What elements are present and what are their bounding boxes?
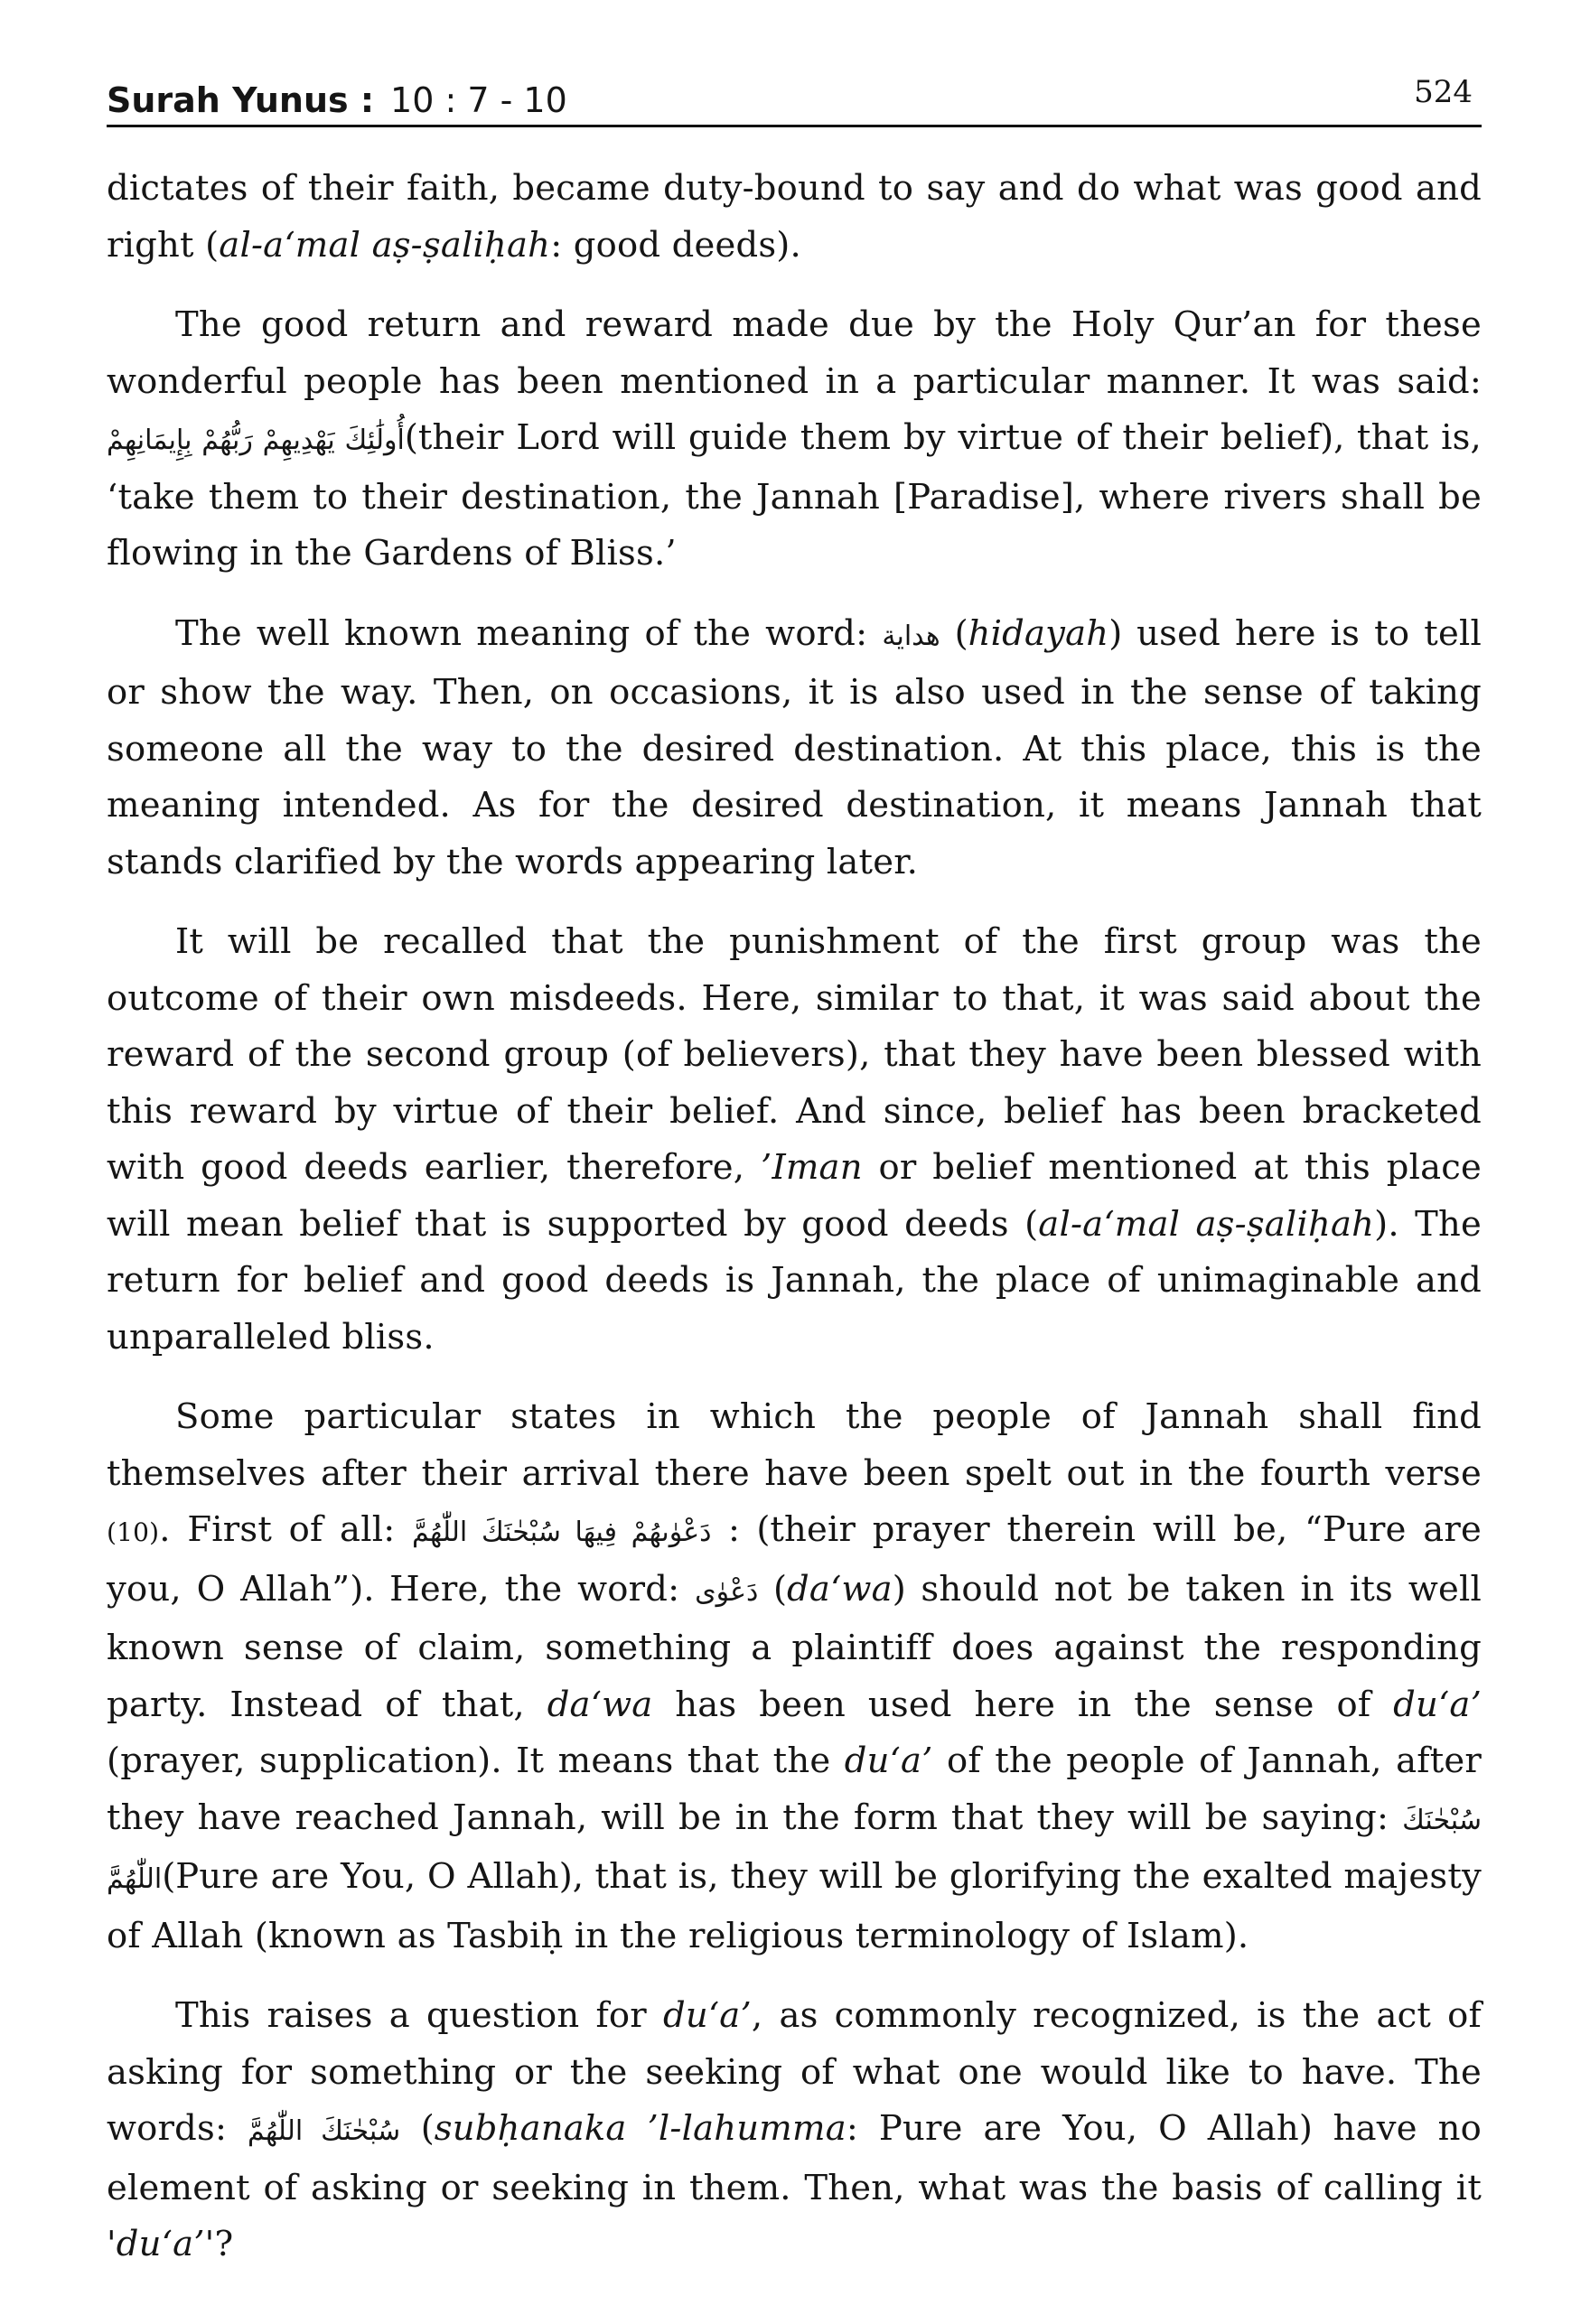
arabic-quote: سُبْحٰنَكَ اللّٰهُمَّ xyxy=(107,1804,1482,1895)
page-number: 524 xyxy=(1414,74,1473,110)
paragraph-3: The well known meaning of the word: هداية (hidayah) used here is to tell or show the way. Then, on occasions, it is also used in the sense of taking someone all the way to the desired destination. At this place, this is the meaning intended. As for the desired destination, it means Jannah that stands clarified by the words appearing later. xyxy=(107,612,1482,882)
header-rule xyxy=(107,125,1482,127)
arabic-word: هداية xyxy=(882,620,940,652)
arabic-quote: أُولَٰئِكَ يَهْدِيهِمْ رَبُّهُمْ بِإِيمَانِهِمْ xyxy=(107,425,405,456)
paragraph-6: This raises a question for du‘a’, as commonly recognized, is the act of asking for something or the seeking of what one would like to have. The words: سُبْحٰنَكَ اللّٰهُمَّ (subḥanaka ’l-lahumma: Pure are You, O Allah) have no element of asking or seeking in them. Then, what was the basis of calling it 'du‘a’'? xyxy=(107,1995,1482,2264)
arabic-word: دَعْوٰى xyxy=(695,1575,759,1608)
arabic-quote: دَعْوٰىهُمْ فِيهَا سُبْحٰنَكَ اللّٰهُمَّ xyxy=(412,1517,712,1548)
arabic-quote: سُبْحٰنَكَ اللّٰهُمَّ xyxy=(248,2115,401,2147)
paragraph-4: It will be recalled that the punishment of the first group was the outcome of their own misdeeds. Here, similar to that, it was said about the reward of the second group (of believers), that they have been blessed with this reward by virtue of their belief. And since, belief has been bracketed with good deeds earlier, therefore, ’Iman or belief mentioned at this place will mean belief that is supported by good deeds (al-a‘mal aṣ-ṣaliḥah). The return for belief and good deeds is Jannah, the place of unimaginable and unparalleled bliss. xyxy=(107,921,1482,1358)
header-title xyxy=(107,79,567,121)
paragraph-1: dictates of their faith, became duty-bound to say and do what was good and right (al-a‘mal aṣ-ṣaliḥah: good deeds). xyxy=(107,168,1482,266)
body-text xyxy=(107,161,1482,2297)
paragraph-5: Some particular states in which the people of Jannah shall find themselves after their arrival there have been spelt out in the fourth verse (10). First of all: دَعْوٰىهُمْ فِيهَا سُبْحٰنَكَ اللّٰهُمَّ : (their prayer therein will be, “Pure are you, O Allah”). Here, the word: دَعْوٰى (da‘wa) should not be taken in its well known sense of claim, something a plaintiff does against the responding party. Instead of that, da‘wa has been used here in the sense of du‘a’ (prayer, supplication). It means that the du‘a’ of the people of Jannah, after they have reached Jannah, will be in the form that they will be saying: سُبْحٰنَكَ اللّٰهُمَّ(Pure are You, O Allah), that is, they will be glorifying the exalted majesty of Allah (known as Tasbiḥ in the religious terminology of Islam). xyxy=(107,1396,1482,1956)
running-header xyxy=(107,63,1482,126)
verse-range: 10 : 7 - 10 xyxy=(390,80,567,120)
paragraph-2: The good return and reward made due by the Holy Qur’an for these wonderful people has been mentioned in a particular manner. It was said: أُولَٰئِكَ يَهْدِيهِمْ رَبُّهُمْ بِإِيمَانِهِمْ(their Lord will guide them by virtue of their belief), that is, ‘take them to their destination, the Jannah [Paradise], where rivers shall be flowing in the Gardens of Bliss.’ xyxy=(107,304,1482,574)
surah-name: Surah Yunus : xyxy=(107,80,375,120)
